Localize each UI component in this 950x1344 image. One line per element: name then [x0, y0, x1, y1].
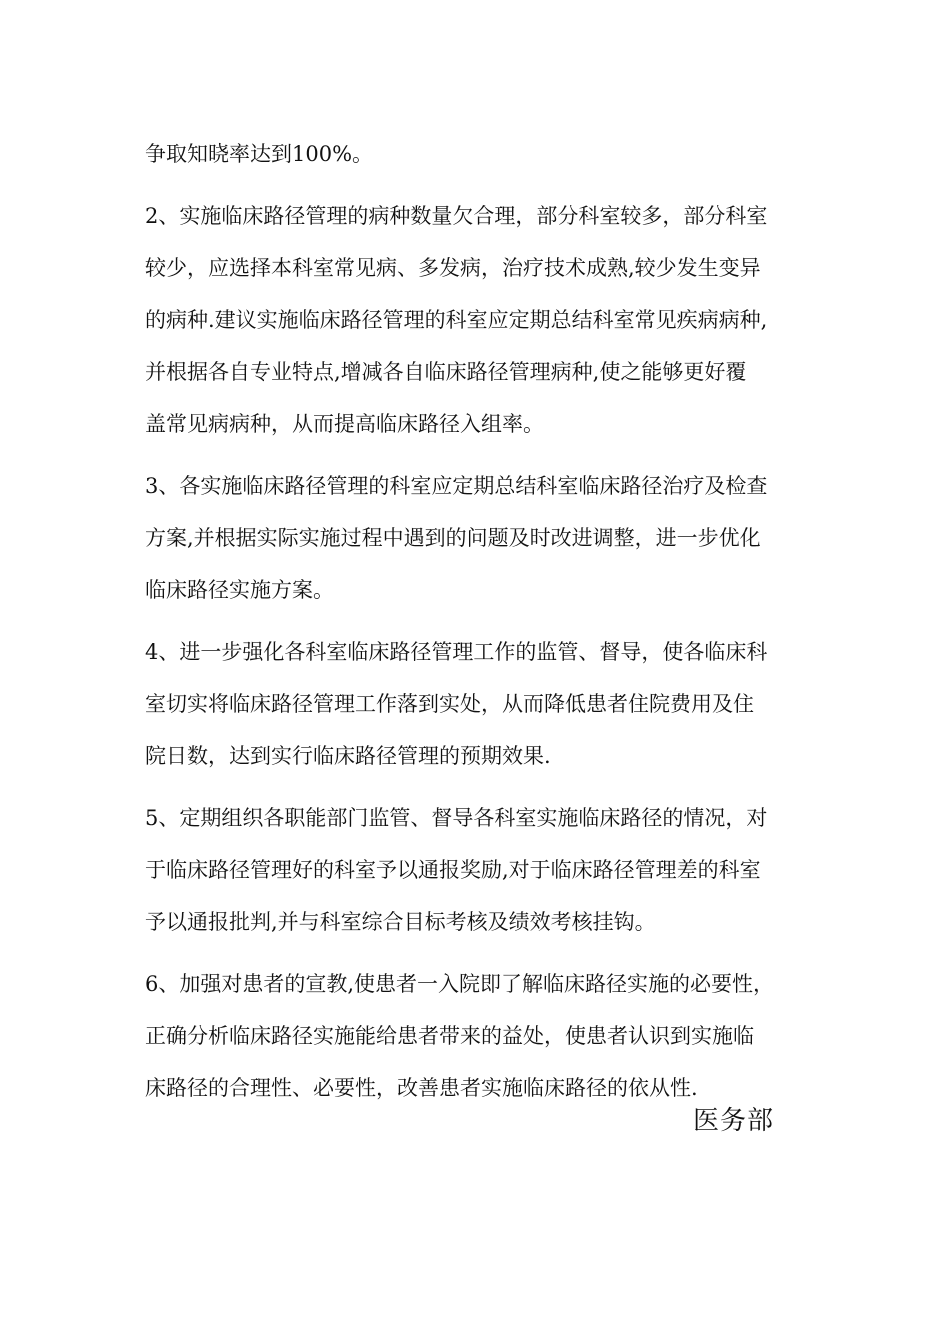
paragraph-continuation: 争取知晓率达到100%。	[145, 142, 374, 166]
paragraph-item-4: 4、进一步强化各科室临床路径管理工作的监管、督导，使各临床科 室切实将临床路径管理工作落到实处，从而降低患者住院费用及住 院日数，达到实行临床路径管理的预期效果.	[145, 640, 768, 768]
paragraph-item-5: 5、定期组织各职能部门监管、督导各科室实施临床路径的情况，对 于临床路径管理好的科室予以通报奖励,对于临床路径管理差的科室 予以通报批判,并与科室综合目标考核及绩效考核挂钩。	[145, 806, 768, 934]
paragraph-item-2: 2、实施临床路径管理的病种数量欠合理，部分科室较多，部分科室 较少，应选择本科室常见病、多发病，治疗技术成熟,较少发生变异 的病种.建议实施临床路径管理的科室应定期总结科室常见疾病病种, 并根据各自专业特点,增减各自临床路径管理病种,使之能够更好覆 盖常见病病种，从而提高临床路径入组率。	[145, 204, 768, 436]
paragraph-item-3: 3、各实施临床路径管理的科室应定期总结科室临床路径治疗及检查 方案,并根据实际实施过程中遇到的问题及时改进调整，进一步优化 临床路径实施方案。	[145, 474, 768, 602]
document-body	[145, 128, 815, 1124]
signature-department: 医务部	[693, 1106, 775, 1136]
paragraph-item-6: 6、加强对患者的宣教,使患者一入院即了解临床路径实施的必要性， 正确分析临床路径实施能给患者带来的益处，使患者认识到实施临 床路径的合理性、必要性，改善患者实施临床路径的依从性.	[145, 972, 775, 1100]
